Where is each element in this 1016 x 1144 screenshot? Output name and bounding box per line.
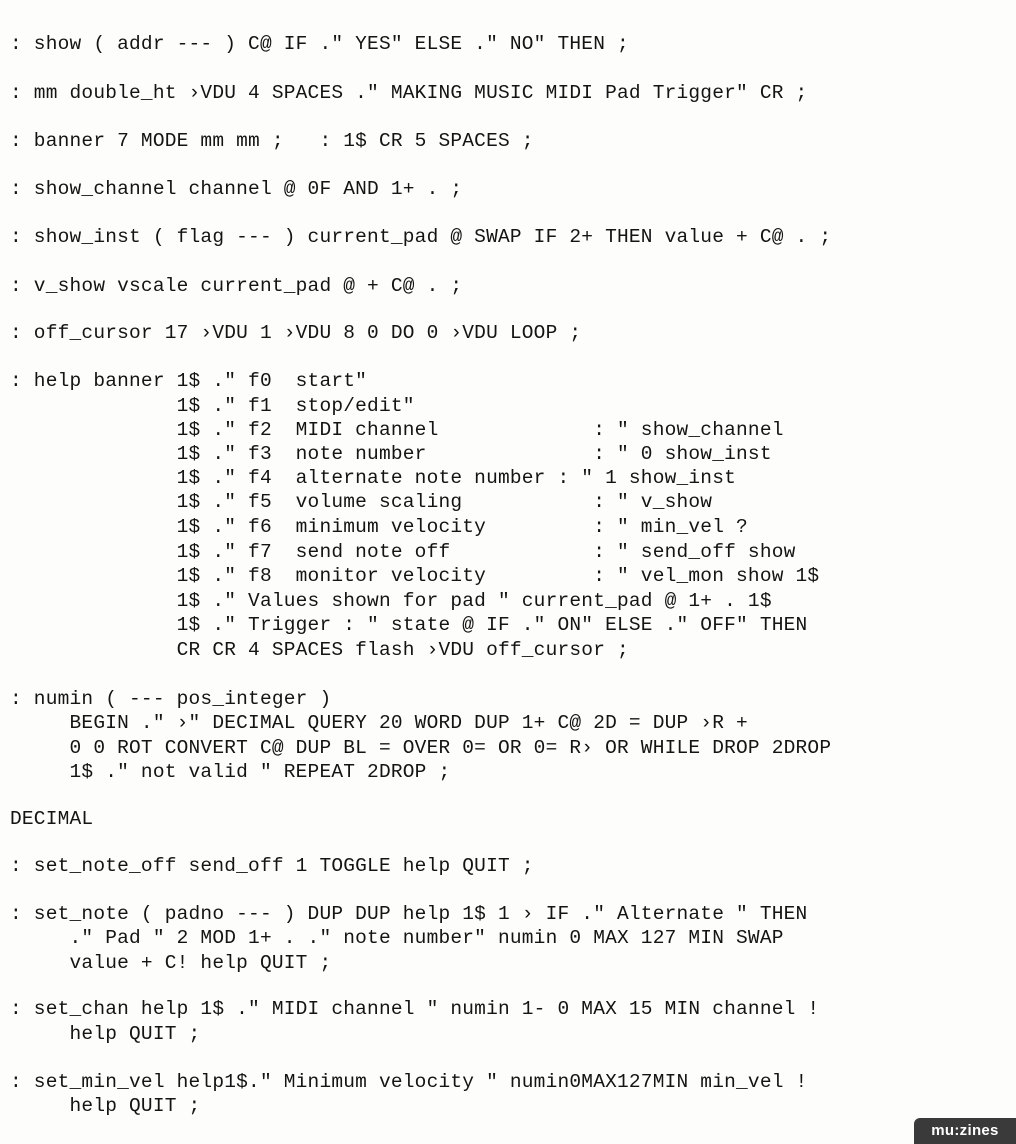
code-line: 1$ ." f7 send note off : " send_off show — [10, 541, 796, 563]
code-line: : numin ( --- pos_integer ) — [10, 688, 332, 710]
code-line: 1$ ." Trigger : " state @ IF ." ON" ELSE ." OFF" THEN — [10, 614, 808, 636]
code-line: : set_chan help 1$ ." MIDI channel " numin 1- 0 MAX 15 MIN channel ! — [10, 998, 820, 1020]
code-line: : set_note_off send_off 1 TOGGLE help QUIT ; — [10, 855, 534, 877]
code-line: DECIMAL — [10, 808, 94, 830]
code-line: help QUIT ; — [10, 1095, 201, 1117]
code-line: ." Pad " 2 MOD 1+ . ." note number" numin 0 MAX 127 MIN SWAP — [10, 927, 784, 949]
code-line: 1$ ." f1 stop/edit" — [10, 395, 415, 417]
code-line: : show ( addr --- ) C@ IF ." YES" ELSE ." NO" THEN ; — [10, 33, 629, 55]
code-line: : mm double_ht ›VDU 4 SPACES ." MAKING MUSIC MIDI Pad Trigger" CR ; — [10, 82, 808, 104]
code-line: value + C! help QUIT ; — [10, 952, 332, 974]
code-line: : show_channel channel @ 0F AND 1+ . ; — [10, 178, 463, 200]
code-line: 1$ ." f8 monitor velocity : " vel_mon show 1$ — [10, 565, 820, 587]
code-line: 1$ ." f3 note number : " 0 show_inst — [10, 443, 772, 465]
code-line: 1$ ." f6 minimum velocity : " min_vel ? — [10, 516, 748, 538]
code-line: 1$ ." f5 volume scaling : " v_show — [10, 491, 713, 513]
code-line: : v_show vscale current_pad @ + C@ . ; — [10, 275, 463, 297]
code-line: : banner 7 MODE mm mm ; : 1$ CR 5 SPACES ; — [10, 130, 534, 152]
code-line: 0 0 ROT CONVERT C@ DUP BL = OVER 0= OR 0= R› OR WHILE DROP 2DROP — [10, 737, 832, 759]
muzines-watermark: mu:zines — [914, 1118, 1016, 1144]
code-line: : help banner 1$ ." f0 start" — [10, 370, 368, 392]
code-line: : off_cursor 17 ›VDU 1 ›VDU 8 0 DO 0 ›VDU LOOP ; — [10, 322, 582, 344]
code-line: CR CR 4 SPACES flash ›VDU off_cursor ; — [10, 639, 629, 661]
code-line: : set_note ( padno --- ) DUP DUP help 1$ 1 › IF ." Alternate " THEN — [10, 903, 808, 925]
code-line: : set_min_vel help1$." Minimum velocity " numin0MAX127MIN min_vel ! — [10, 1071, 808, 1093]
code-line: : show_inst ( flag --- ) current_pad @ SWAP IF 2+ THEN value + C@ . ; — [10, 226, 832, 248]
code-line: BEGIN ." ›" DECIMAL QUERY 20 WORD DUP 1+ C@ 2D = DUP ›R + — [10, 712, 748, 734]
code-line: 1$ ." f4 alternate note number : " 1 show_inst — [10, 467, 737, 489]
code-line: 1$ ." f2 MIDI channel : " show_channel — [10, 419, 784, 441]
code-line: 1$ ." not valid " REPEAT 2DROP ; — [10, 761, 451, 783]
code-line: 1$ ." Values shown for pad " current_pad @ 1+ . 1$ — [10, 590, 772, 612]
code-line: help QUIT ; — [10, 1023, 201, 1045]
